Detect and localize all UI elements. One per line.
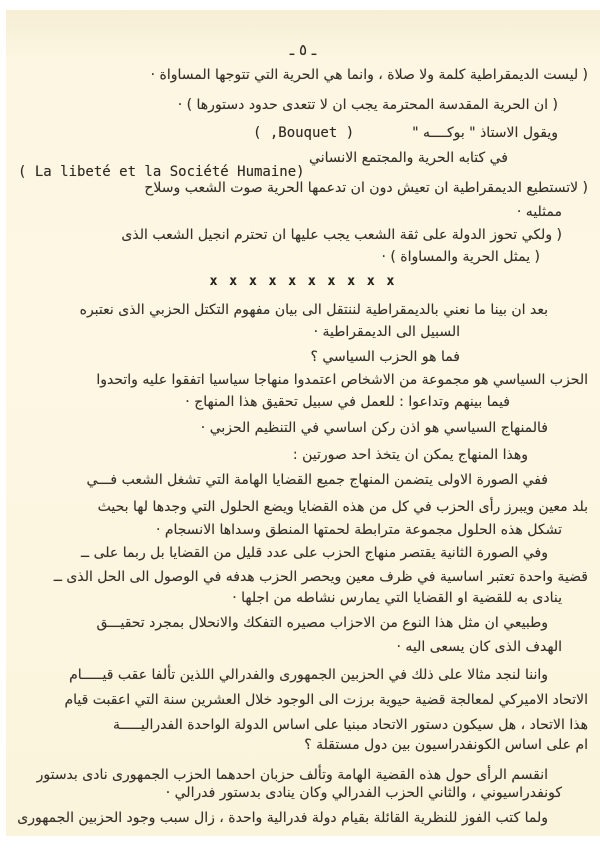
text-line: في كتابه الحرية والمجتمع الانساني [309, 150, 508, 166]
text-line: الاتحاد الاميركي لمعالجة قضية حيوية برزت الى الوجود خلال العشرين سنة التي اعقبت قيام [64, 692, 588, 708]
text-line: ام على اساس الكونفدراسيون بين دول مستقلة ؟ [304, 737, 588, 753]
page-number: ـ ٥ ـ [289, 41, 317, 59]
text-line: قضية واحدة تعتبر اساسية في ظرف معين ويحصر الحزب هدفه في الوصول الى الحل الذى ــ [53, 569, 588, 585]
text-line: تشكل هذه الحلول مجموعة مترابطة لحمتها المنطق وسداها الانسجام · [155, 522, 562, 538]
section-separator: x x x x x x x x x x [209, 274, 397, 289]
text-line-bouquet [253, 121, 558, 145]
text-line: هذا الاتحاد ، هل سيكون دستور الاتحاد مبنيا على اساس الدولة الواحدة الفدراليـــــة [113, 717, 588, 733]
text-line: ففي الصورة الاولى يتضمن المنهاج جميع القضايا الهامة التي تشغل الشعب فـــي [86, 472, 548, 488]
text-line-french-title: ( La libeté et la Société Humaine) [18, 164, 305, 180]
text-line: الحزب السياسي هو مجموعة من الاشخاص اعتمدوا منهاجا سياسيا اتفقوا عليه واتحدوا [96, 372, 588, 388]
text-line: فالمنهاج السياسي هو اذن ركن اساسي في التنظيم الحزبي · [200, 420, 548, 436]
text-line: بلد معين ويبرز رأى الحزب في كل من هذه القضايا ويضع الحلول التي وجدها لها بحيث [97, 499, 588, 515]
bouquet-arabic-text: ويقول الاستاذ " بوكــــه " [412, 125, 558, 141]
text-line: السبيل الى الديمقراطية · [313, 324, 460, 340]
text-line: انقسم الرأى حول هذه القضية الهامة وتألف حزبان احدهما الحزب الجمهورى نادى بدستور [36, 767, 548, 783]
text-line: وطبيعي ان مثل هذا النوع من الاحزاب مصيره التفكك والانحلال بمجرد تحقيـــق [96, 615, 548, 631]
text-line: فيما بينهم وتداعوا : للعمل في سبيل تحقيق هذا المنهاج · [185, 394, 510, 410]
document-page [6, 10, 600, 836]
text-line: واننا لنجد مثالا على ذلك في الحزبين الجمهورى والفدرالي اللذين تألفا عقب قيـــــام [69, 667, 548, 683]
text-line: ( يمثل الحرية والمساواة ) · [381, 249, 540, 265]
text-line: ( ولكي تحوز الدولة على ثقة الشعب يجب عليها ان تحترم انجيل الشعب الذى [121, 227, 562, 243]
text-line: ( لاتستطيع الديمقراطية ان تعيش دون ان تدعمها الحرية صوت الشعب وسلاح [144, 180, 588, 196]
text-line: بعد ان بينا ما نعني بالديمقراطية لننتقل الى بيان مفهوم التكتل الحزبي الذى نعتبره [79, 302, 548, 318]
text-line: ولما كتب الفوز للنظرية القائلة بقيام دولة فدرالية واحدة ، زال سبب وجود الحزبين الجمهورى [17, 810, 548, 826]
text-line: ( ان الحرية المقدسة المحترمة يجب ان لا تتعدى حدود دستورها ) · [177, 97, 558, 113]
text-line: الهدف الذى كان يسعى اليه · [396, 639, 562, 655]
text-line: وفي الصورة الثانية يقتصر منهاج الحزب على عدد قليل من القضايا بل ربما على ــ [80, 545, 548, 561]
text-line: ممثليه · [516, 204, 562, 220]
text-line: كونفدراسيوني ، والثاني الحزب الفدرالي وكان ينادى بدستور فدرالي · [165, 785, 562, 801]
text-line: وهذا المنهاج يمكن ان يتخذ احد صورتين : [292, 447, 528, 463]
bouquet-latin-text: ( Bouquet, ) [252, 125, 355, 141]
text-line: ( ليست الديمقراطية كلمة ولا صلاة ، وانما هي الحرية التي تتوجها المساواة · [150, 67, 588, 83]
text-line: ينادى به للقضية او القضايا التي يمارس نشاطه من اجلها · [232, 590, 562, 606]
text-line: فما هو الحزب السياسي ؟ [310, 349, 460, 365]
